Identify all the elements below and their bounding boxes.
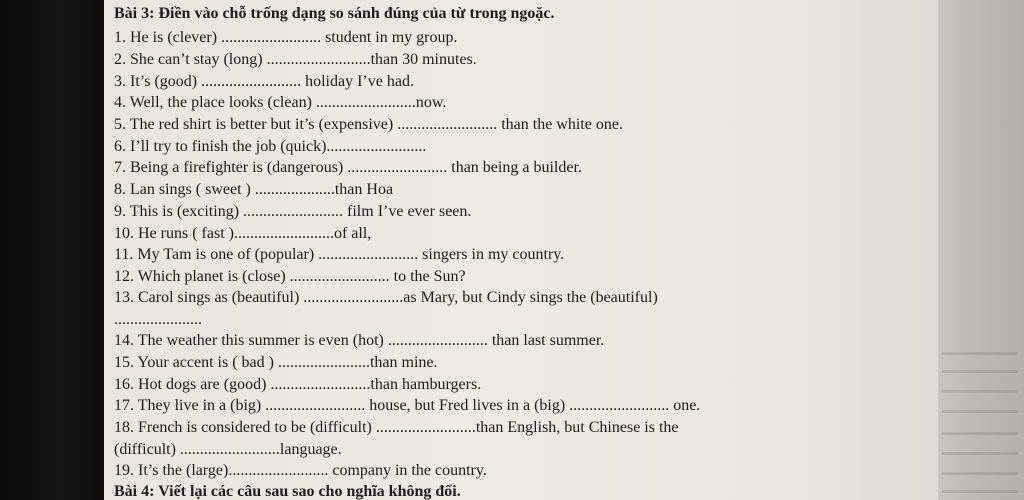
question-7: 7. Being a firefighter is (dangerous) ......................... than being a builder. [114,159,582,176]
question-13: 13. Carol sings as (beautiful) .........................as Mary, but Cindy sings the (beautiful) [114,289,658,306]
faint-text-line [942,410,1018,413]
question-15: 15. Your accent is ( bad ) .......................than mine. [114,354,438,371]
question-18: 18. French is considered to be (difficult) .........................than English, but Chinese is the [114,419,679,436]
faint-text-line [942,432,1018,435]
question-19: 19. It’s the (large)......................... company in the country. [114,462,487,479]
worksheet-page [104,0,940,500]
question-11: 11. My Tam is one of (popular) ......................... singers in my country. [114,246,565,263]
question-2: 2. She can’t stay (long) ..........................than 30 minutes. [114,51,477,68]
question-8: 8. Lan sings ( sweet ) ....................than Hoa [114,181,394,198]
question-10: 10. He runs ( fast ).........................of all, [114,225,372,242]
question-5: 5. The red shirt is better but it’s (expensive) ......................... than the white one. [114,116,623,133]
question-3: 3. It’s (good) ......................... holiday I’ve had. [114,73,414,90]
exercise-3-heading: Bài 3: Điền vào chỗ trống dạng so sánh đúng của từ trong ngoặc. [114,5,555,22]
faint-text-line [942,352,1018,355]
faint-text-line [942,472,1018,475]
question-18-continued: (difficult) .........................language. [114,441,342,458]
question-16: 16. Hot dogs are (good) .........................than hamburgers. [114,376,482,393]
underlying-sheet [938,0,1024,500]
question-1: 1. He is (clever) ......................... student in my group. [114,29,458,46]
exercise-4-heading: Bài 4: Viết lại các câu sau sao cho nghĩa không đổi. [114,483,461,500]
faint-text-line [942,390,1018,393]
faint-text-line [942,490,1018,493]
question-4: 4. Well, the place looks (clean) .........................now. [114,94,447,111]
question-12: 12. Which planet is (close) ......................... to the Sun? [114,268,466,285]
question-9: 9. This is (exciting) ......................... film I’ve ever seen. [114,203,472,220]
faint-text-line [942,370,1018,373]
question-14: 14. The weather this summer is even (hot) ......................... than last summer. [114,332,605,349]
question-6: 6. I’ll try to finish the job (quick)......................... [114,138,427,155]
question-17: 17. They live in a (big) ......................... house, but Fred lives in a (big) ......................... one. [114,397,701,414]
question-13-continued: ...................... [114,311,202,328]
faint-text-line [942,452,1018,455]
